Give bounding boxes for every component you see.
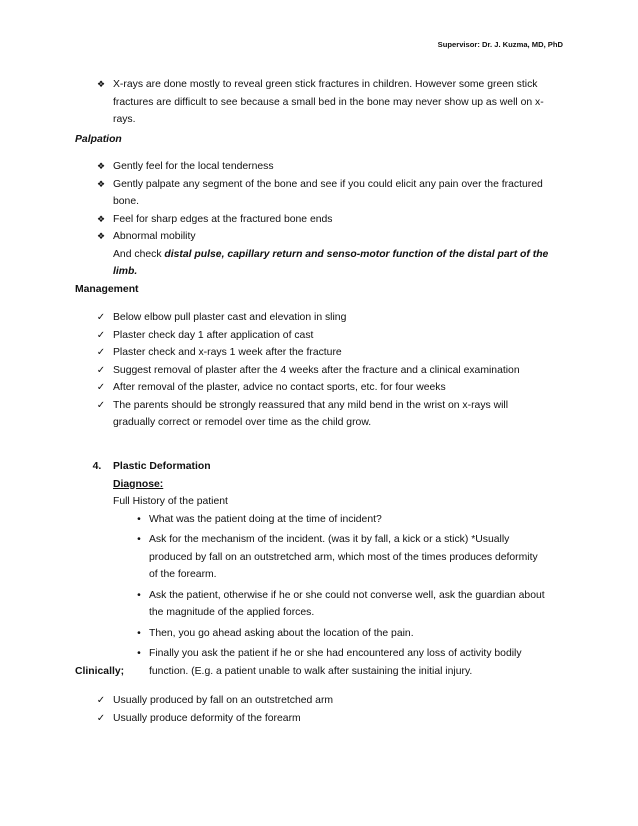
list-item-text: Suggest removal of plaster after the 4 weeks after the fracture and a clinical examination — [113, 364, 520, 376]
checkmark-icon: ✓ — [96, 364, 106, 376]
history-bullets — [0, 511, 638, 681]
list-item — [0, 362, 638, 380]
list-item-text: Ask the patient, otherwise if he or she could not converse well, ask the guardian about the magnitude of the applied forces. — [149, 589, 545, 618]
checkmark-icon: ✓ — [96, 712, 106, 724]
section-number: 4. — [92, 461, 102, 472]
bullet-icon: • — [137, 513, 141, 525]
list-item-text: Plaster check and x-rays 1 week after the fracture — [113, 347, 342, 358]
supervisor-header: Supervisor: Dr. J. Kuzma, MD, PhD — [437, 40, 563, 49]
list-item — [0, 531, 638, 584]
list-item — [0, 327, 638, 345]
list-item-text: Ask for the mechanism of the incident. (was it by fall, a kick or a stick) *Usually produced by fall on an outstretched arm, which most of the times produces deformity of the forearm. — [149, 534, 538, 580]
checkmark-icon: ✓ — [96, 312, 106, 323]
checkmark-icon: ✓ — [96, 382, 106, 393]
list-item — [0, 625, 638, 643]
list-item — [0, 344, 638, 362]
list-item-text: Abnormal mobility — [113, 231, 196, 242]
management-list — [0, 309, 638, 432]
list-item-text: Plaster check day 1 after application of cast — [113, 329, 314, 341]
diamond-bullet-icon: ❖ — [96, 231, 106, 241]
list-item — [0, 211, 638, 229]
list-item-text: Finally you ask the patient if he or she had encountered any loss of activity bodily function. (E.g. a patient unable to walk after sustaining the initial injury. — [149, 648, 522, 677]
list-item-text: The parents should be strongly reassured that any mild bend in the wrist on x-rays will gradually correct or remodel over time as the child grow. — [113, 399, 509, 428]
diagnose-label: Diagnose: — [113, 478, 164, 490]
plastic-deformation-section — [0, 458, 638, 680]
bullet-icon: • — [137, 627, 141, 639]
list-item-text: Gently palpate any segment of the bone and see if you could elicit any pain over the fractured bone. — [113, 178, 543, 207]
and-check-prefix: And check — [113, 248, 165, 260]
and-check-emphasis: distal pulse, capillary return and senso-motor function of the distal part of the limb. — [113, 248, 549, 277]
diamond-bullet-icon: ❖ — [96, 79, 106, 89]
management-heading: Management — [75, 284, 139, 295]
clinically-list — [0, 692, 638, 727]
list-item-text: Below elbow pull plaster cast and elevation in sling — [113, 312, 347, 323]
list-item-text: Then, you go ahead asking about the location of the pain. — [149, 627, 414, 639]
bullet-icon: • — [137, 534, 141, 545]
list-item — [0, 692, 638, 710]
list-item — [0, 710, 638, 728]
list-item-text: Feel for sharp edges at the fractured bone ends — [113, 213, 333, 225]
checkmark-icon: ✓ — [96, 329, 106, 341]
list-item-text: Gently feel for the local tenderness — [113, 161, 274, 172]
list-item-text: Usually produced by fall on an outstretched arm — [113, 695, 334, 706]
list-item-text: Usually produce deformity of the forearm — [113, 712, 301, 724]
section-title: Plastic Deformation — [113, 461, 211, 472]
checkmark-icon: ✓ — [96, 399, 106, 411]
diamond-bullet-icon: ❖ — [96, 213, 106, 224]
palpation-list — [0, 158, 638, 281]
checkmark-icon: ✓ — [96, 695, 106, 706]
diamond-bullet-icon: ❖ — [96, 161, 106, 171]
diamond-bullet-icon: ❖ — [96, 178, 106, 189]
palpation-heading: Palpation — [75, 134, 122, 145]
bullet-icon: • — [137, 648, 141, 659]
history-label: Full History of the patient — [113, 496, 228, 507]
list-item-text: What was the patient doing at the time of incident? — [149, 513, 382, 525]
list-item — [0, 176, 638, 211]
list-item-text: After removal of the plaster, advice no contact sports, etc. for four weeks — [113, 382, 446, 393]
list-item-text: X-rays are done mostly to reveal green stick fractures in children. However some green stick fractures are difficult to see because a small bed in the bone may never show up as well on x-rays. — [113, 79, 544, 125]
list-item — [0, 397, 638, 432]
list-item — [0, 228, 638, 246]
list-item — [0, 309, 638, 327]
bullet-icon: • — [137, 589, 141, 601]
checkmark-icon: ✓ — [96, 347, 106, 358]
list-item — [0, 158, 638, 176]
list-item — [0, 76, 638, 129]
list-item — [0, 587, 638, 622]
list-item — [0, 379, 638, 397]
list-item — [0, 511, 638, 529]
and-check-line — [0, 246, 638, 281]
clinically-heading: Clinically; — [75, 666, 125, 677]
xray-list — [0, 76, 638, 129]
